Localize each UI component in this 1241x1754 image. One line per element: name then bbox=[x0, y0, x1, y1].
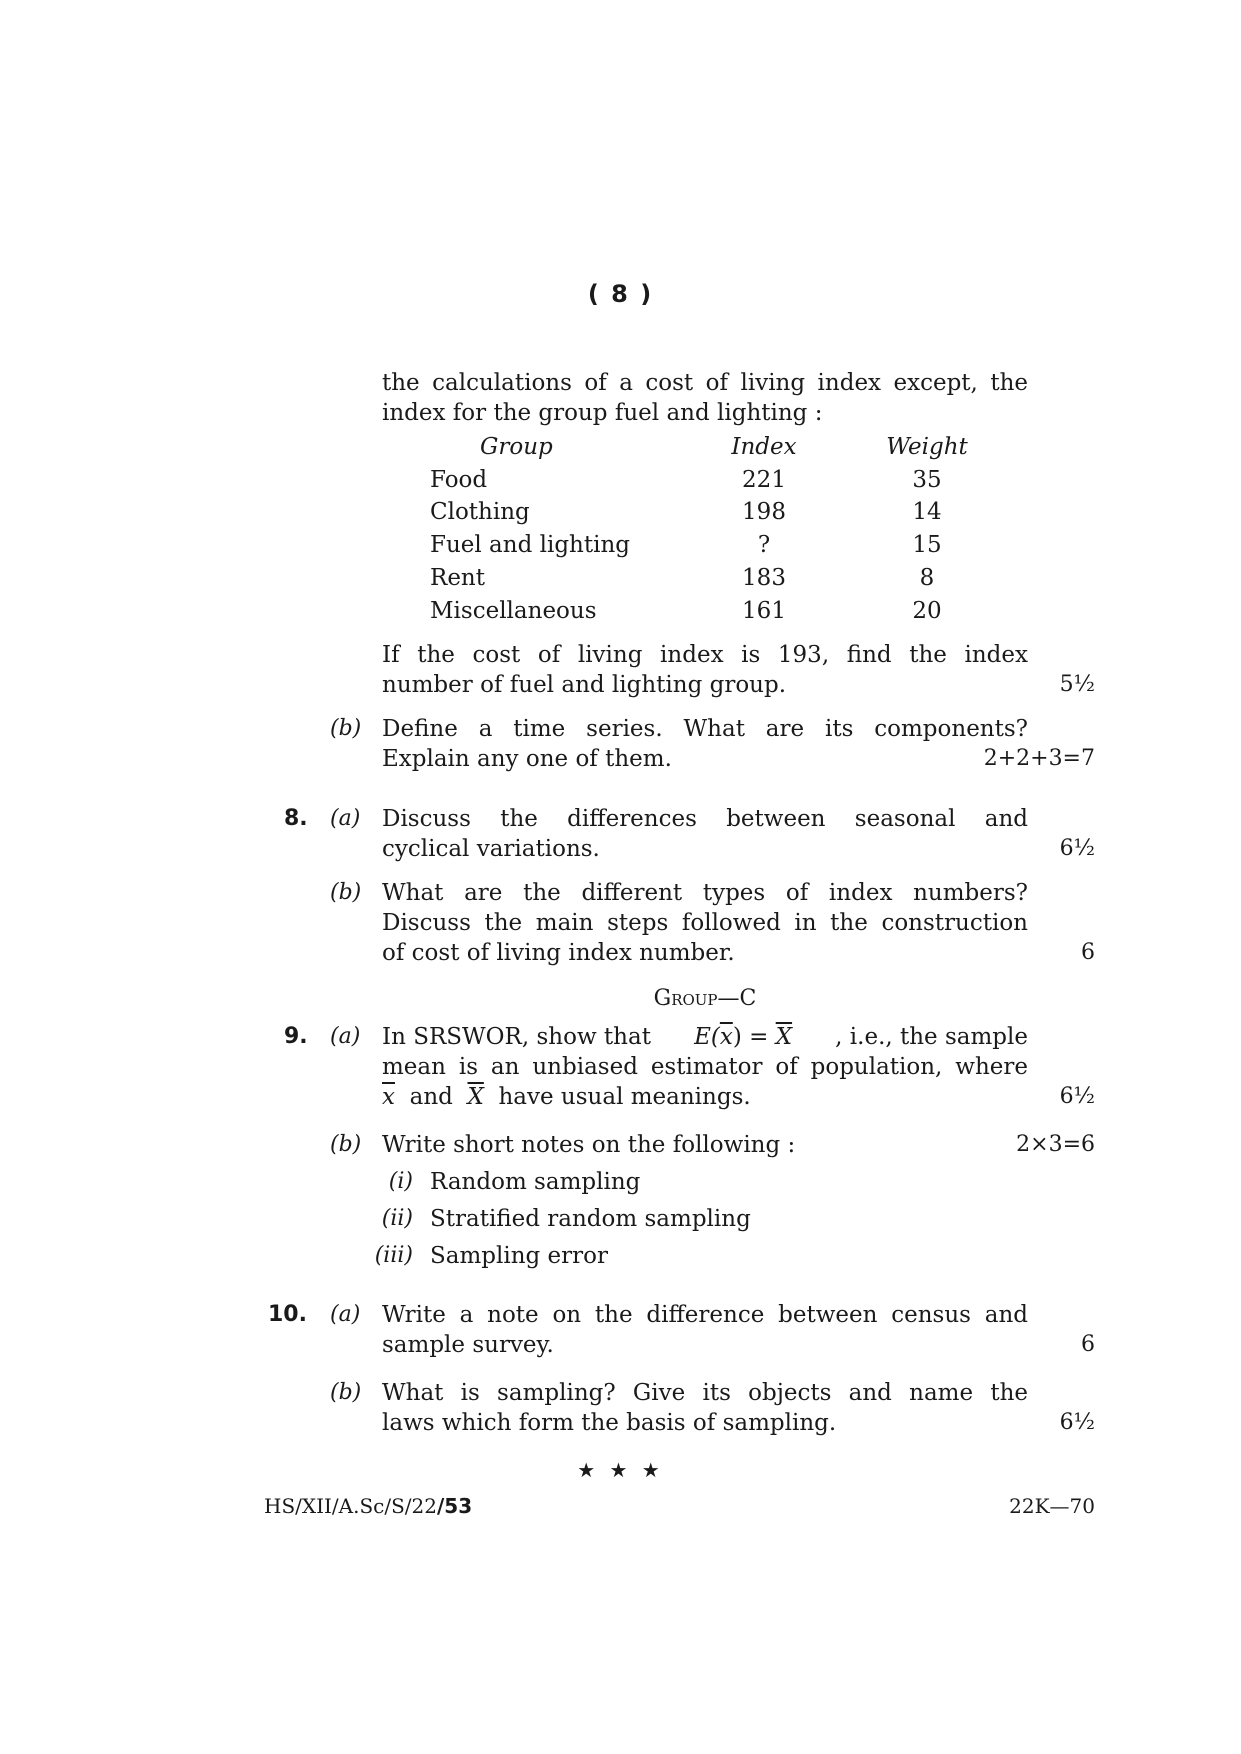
table-row-group: Food bbox=[430, 467, 488, 493]
math-X-bar: $\overline{X}$ bbox=[775, 1024, 793, 1050]
q8b-line2: Discuss the main steps followed in the construction bbox=[382, 910, 1028, 936]
q9b-marks: 2×3=6 bbox=[1016, 1132, 1095, 1157]
q10b-line1: What is sampling? Give its objects and name the bbox=[382, 1380, 1028, 1406]
table-row-index: 198 bbox=[742, 499, 786, 525]
q9b-label: (b) bbox=[330, 1132, 362, 1157]
q10b-marks: 6½ bbox=[1059, 1410, 1095, 1435]
q9b-item-label: (i) bbox=[388, 1169, 413, 1194]
q8a-line2: cyclical variations. bbox=[382, 836, 600, 862]
page-number: ( 8 ) bbox=[587, 280, 654, 308]
q9a-line1 bbox=[382, 1022, 1028, 1052]
q7a-after-line2: number of fuel and lighting group. bbox=[382, 672, 787, 698]
q7b-label: (b) bbox=[330, 716, 362, 741]
q7b-line1: Define a time series. What are its components? bbox=[382, 716, 1028, 742]
math-x-bar: $\overline{x}$ bbox=[719, 1024, 733, 1050]
q9a-line3 bbox=[382, 1082, 942, 1112]
table-row-weight: 8 bbox=[919, 565, 935, 591]
q9b-item-text: Stratified random sampling bbox=[430, 1206, 751, 1232]
q8b-line3: of cost of living index number. bbox=[382, 940, 735, 966]
q10-number: 10. bbox=[268, 1302, 307, 1327]
q7a-line1: the calculations of a cost of living index except, the bbox=[382, 370, 1028, 396]
q7b-line2: Explain any one of them. bbox=[382, 746, 672, 772]
q7a-line2: index for the group fuel and lighting : bbox=[382, 400, 823, 426]
q9a-line1-pre: In SRSWOR, show that bbox=[382, 1024, 651, 1050]
q7b-marks: 2+2+3=7 bbox=[983, 746, 1095, 771]
q8b-line1: What are the different types of index numbers? bbox=[382, 880, 1028, 906]
table-row-index: 221 bbox=[742, 467, 786, 493]
q9a-line2: mean is an unbiased estimator of population, where bbox=[382, 1054, 1028, 1080]
q8-number: 8. bbox=[284, 806, 308, 831]
table-header-weight: Weight bbox=[886, 434, 968, 460]
q9-number: 9. bbox=[284, 1024, 308, 1049]
q10a-line1: Write a note on the difference between census and bbox=[382, 1302, 1028, 1328]
q8b-label: (b) bbox=[330, 880, 362, 905]
q9a-line3-and: and bbox=[409, 1084, 453, 1110]
table-header-group: Group bbox=[480, 434, 553, 460]
math-close: ) = bbox=[732, 1024, 769, 1050]
q9b-item-text: Sampling error bbox=[430, 1243, 609, 1269]
q7a-after-line1: If the cost of living index is 193, find the index bbox=[382, 642, 1028, 668]
footer-right-code: 22K—70 bbox=[1009, 1494, 1095, 1518]
math-x-bar: $\overline{x}$ bbox=[382, 1084, 395, 1110]
table-row-weight: 35 bbox=[912, 467, 942, 493]
q10a-line2: sample survey. bbox=[382, 1332, 554, 1358]
q9b-item-label: (ii) bbox=[381, 1206, 413, 1231]
q9a-line1-post: , i.e., the sample bbox=[835, 1024, 1028, 1050]
table-row-group: Clothing bbox=[430, 499, 530, 525]
q10a-marks: 6 bbox=[1081, 1332, 1095, 1357]
table-row-weight: 14 bbox=[912, 499, 942, 525]
q8b-marks: 6 bbox=[1081, 940, 1095, 965]
table-row-index: 183 bbox=[742, 565, 786, 591]
q9b-line1: Write short notes on the following : bbox=[382, 1132, 796, 1158]
footer-code bbox=[264, 1492, 472, 1520]
q9a-marks: 6½ bbox=[1059, 1084, 1095, 1109]
q10b-line2: laws which form the basis of sampling. bbox=[382, 1410, 837, 1436]
table-row-group: Miscellaneous bbox=[430, 598, 597, 624]
table-row-index: 161 bbox=[742, 598, 786, 624]
table-header-index: Index bbox=[731, 434, 797, 460]
math-e: E( bbox=[694, 1024, 720, 1050]
end-stars: ★ ★ ★ bbox=[577, 1458, 664, 1482]
table-row-weight: 15 bbox=[912, 532, 942, 558]
q8a-line1: Discuss the differences between seasonal and bbox=[382, 806, 1028, 832]
q9a-line3-post: have usual meanings. bbox=[498, 1084, 751, 1110]
table-row-weight: 20 bbox=[912, 598, 942, 624]
q8a-label: (a) bbox=[330, 806, 361, 831]
table-row-index: ? bbox=[757, 532, 771, 558]
footer-code-bold: /53 bbox=[437, 1494, 473, 1518]
math-X-bar: $\overline{X}$ bbox=[467, 1084, 484, 1110]
footer-code-prefix: HS/XII/A.Sc/S/22 bbox=[264, 1494, 437, 1518]
group-c-heading: Group—C bbox=[653, 986, 757, 1011]
table-row-group: Fuel and lighting bbox=[430, 532, 630, 558]
q9b-item-text: Random sampling bbox=[430, 1169, 641, 1195]
q7a-marks: 5½ bbox=[1059, 672, 1095, 697]
q9a-label: (a) bbox=[330, 1024, 361, 1049]
q8a-marks: 6½ bbox=[1059, 836, 1095, 861]
q10a-label: (a) bbox=[330, 1302, 361, 1327]
table-row-group: Rent bbox=[430, 565, 485, 591]
q9b-item-label: (iii) bbox=[374, 1243, 413, 1268]
q10b-label: (b) bbox=[330, 1380, 362, 1405]
q9a-math-expression bbox=[694, 1022, 792, 1052]
